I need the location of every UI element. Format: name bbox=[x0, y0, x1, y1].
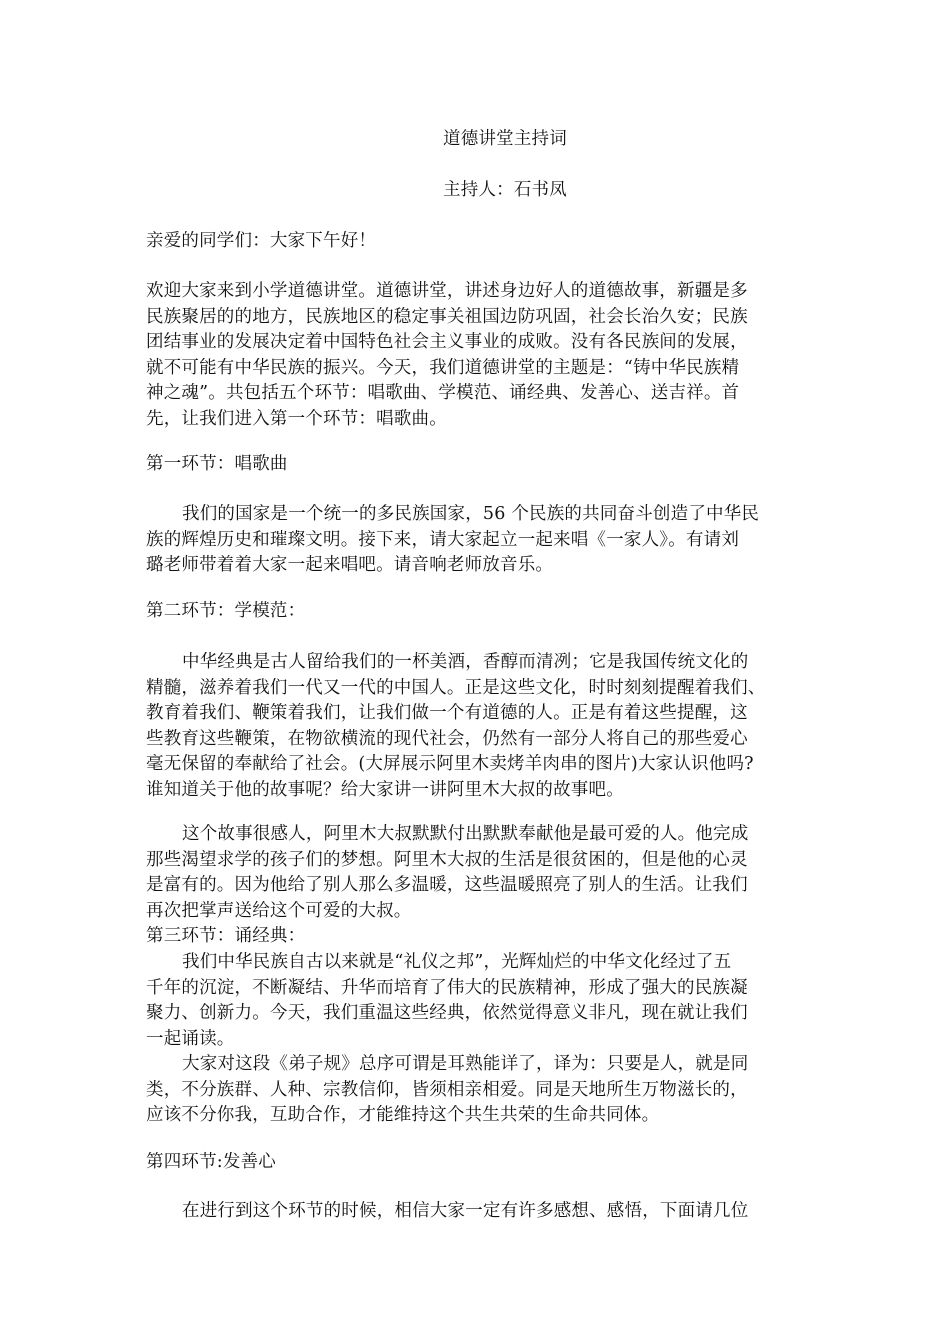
section3-heading: 第三环节：诵经典： bbox=[146, 926, 306, 946]
section2-line: 毫无保留的奉献给了社会。(大屏展示阿里木卖烤羊肉串的图片)大家认识他吗? bbox=[146, 754, 754, 774]
intro-line: 神之魂”。共包括五个环节：唱歌曲、学模范、诵经典、发善心、送吉祥。首 bbox=[146, 383, 740, 403]
section4-heading: 第四环节:发善心 bbox=[146, 1152, 276, 1172]
section3-paragraph bbox=[146, 950, 820, 1052]
section3-line: 应该不分你我，互助合作，才能维持这个共生共荣的生命共同体。 bbox=[146, 1105, 660, 1125]
section3-line: 类，不分族群、人种、宗教信仰，皆须相亲相爱。同是天地所生万物滋长的， bbox=[146, 1079, 748, 1100]
section2-line: 些教育这些鞭策，在物欲横流的现代社会，仍然有一部分人将自己的那些爱心 bbox=[146, 728, 748, 749]
section1-line: 我们的国家是一个统一的多民族国家，56 个民族的共同奋斗创造了中华民 bbox=[182, 504, 760, 524]
section2-line: 那些渴望求学的孩子们的梦想。阿里木大叔的生活是很贫困的，但是他的心灵 bbox=[146, 849, 748, 870]
section1-paragraph bbox=[146, 502, 820, 579]
section3-line: 聚力、创新力。今天，我们重温这些经典，依然觉得意义非凡，现在就让我们 bbox=[146, 1003, 748, 1023]
section2-line: 精髓，滋养着我们一代又一代的中国人。正是这些文化，时时刻刻提醒着我们、 bbox=[146, 677, 766, 698]
intro-line: 先，让我们进入第一个环节：唱歌曲。 bbox=[146, 408, 447, 429]
intro-line: 欢迎大家来到小学道德讲堂。道德讲堂，讲述身边好人的道德故事，新疆是多 bbox=[146, 281, 748, 301]
section1-heading: 第一环节：唱歌曲 bbox=[146, 454, 288, 474]
section2-line: 谁知道关于他的故事呢？给大家讲一讲阿里木大叔的故事吧。 bbox=[146, 779, 624, 800]
section1-line: 族的辉煌历史和璀璨文明。接下来，请大家起立一起来唱《一家人》。有请刘 bbox=[146, 529, 740, 550]
section3-line: 千年的沉淀，不断凝结、升华而培育了伟大的民族精神，形成了强大的民族凝 bbox=[146, 977, 748, 998]
section3-line: 一起诵读。 bbox=[146, 1028, 235, 1049]
section1-line: 璐老师带着着大家一起来唱吧。请音响老师放音乐。 bbox=[146, 555, 554, 575]
section2-line: 教育着我们、鞭策着我们，让我们做一个有道德的人。正是有着这些提醒，这 bbox=[146, 703, 748, 723]
section4-paragraph bbox=[146, 1199, 820, 1225]
section2-line: 是富有的。因为他给了别人那么多温暖，这些温暖照亮了别人的生活。让我们 bbox=[146, 875, 748, 895]
intro-paragraph bbox=[146, 279, 820, 432]
greeting: 亲爱的同学们：大家下午好！ bbox=[146, 231, 377, 251]
section3-paragraph-2 bbox=[146, 1052, 820, 1129]
section2-paragraph bbox=[146, 650, 820, 803]
section2-paragraph-2 bbox=[146, 822, 820, 924]
section4-line: 在进行到这个环节的时候，相信大家一定有许多感想、感悟，下面请几位 bbox=[182, 1201, 749, 1221]
intro-line: 民族聚居的的地方，民族地区的稳定事关祖国边防巩固，社会长治久安；民族 bbox=[146, 306, 748, 327]
section2-line: 中华经典是古人留给我们的一杯美酒，香醇而清冽；它是我国传统文化的 bbox=[182, 652, 749, 672]
intro-line: 团结事业的发展决定着中国特色社会主义事业的成败。没有各民族间的发展， bbox=[146, 332, 748, 352]
host-line: 主持人：石书凤 bbox=[443, 180, 567, 200]
section2-line: 这个故事很感人，阿里木大叔默默付出默默奉献他是最可爱的人。他完成 bbox=[182, 824, 749, 844]
intro-line: 就不可能有中华民族的振兴。今天，我们道德讲堂的主题是：“铸中华民族精 bbox=[146, 357, 740, 378]
section2-heading: 第二环节：学模范： bbox=[146, 601, 306, 621]
section2-line: 再次把掌声送给这个可爱的大叔。 bbox=[146, 900, 412, 921]
section3-line: 大家对这段《弟子规》总序可谓是耳熟能详了，译为：只要是人，就是同 bbox=[182, 1054, 749, 1074]
document-title: 道德讲堂主持词 bbox=[443, 129, 567, 149]
section3-line: 我们中华民族自古以来就是“礼仪之邦”，光辉灿烂的中华文化经过了五 bbox=[182, 952, 732, 972]
